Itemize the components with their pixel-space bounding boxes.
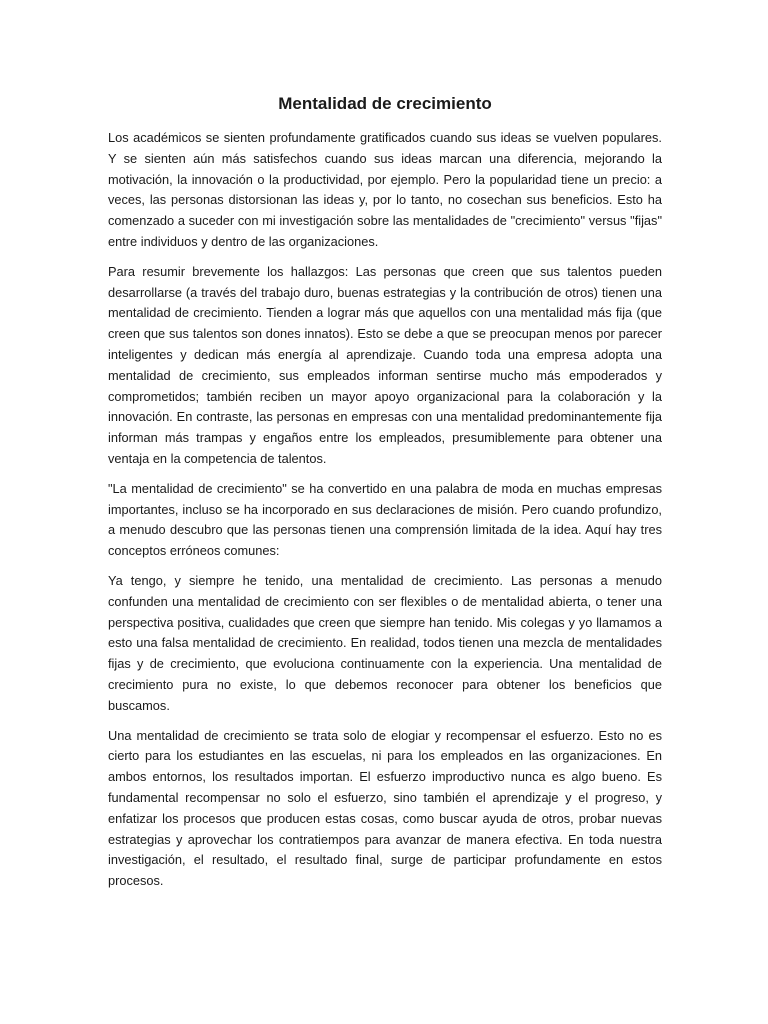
paragraph-2: Para resumir brevemente los hallazgos: Las personas que creen que sus talentos pueden desarrollarse (a través del trabajo duro, buenas estrategias y la contribución de otros) tienen una mentalidad de crecimiento. Tienden a lograr más que aquellos con una mentalidad más fija (que creen que sus talentos son dones innatos). Esto se debe a que se preocupan menos por parecer inteligentes y dedican más energía al aprendizaje. Cuando toda una empresa adopta una mentalidad de crecimiento, sus empleados informan sentirse mucho más empoderados y comprometidos; también reciben un mayor apoyo organizacional para la colaboración y la innovación. En contraste, las personas en empresas con una mentalidad predominantemente fija informan más trampas y engaños entre los empleados, presumiblemente para obtener una ventaja en la competencia de talentos. xyxy=(108,263,662,466)
paragraph-1: Los académicos se sienten profundamente gratificados cuando sus ideas se vuelven populares. Y se sienten aún más satisfechos cuando sus ideas marcan una diferencia, mejorando la motivación, la innovación o la productividad, por ejemplo. Pero la popularidad tiene un precio: a veces, las personas distorsionan las ideas y, por lo tanto, no cosechan sus beneficios. Esto ha comenzado a suceder con mi investigación sobre las mentalidades de "crecimiento" versus "fijas" entre individuos y dentro de las organizaciones. xyxy=(108,130,662,249)
document-title: Mentalidad de crecimiento xyxy=(278,94,492,113)
paragraph-5: Una mentalidad de crecimiento se trata solo de elogiar y recompensar el esfuerzo. Esto no es cierto para los estudiantes en las escuelas, ni para los empleados en las organizaciones. En ambos entornos, los resultados importan. El esfuerzo improductivo nunca es algo bueno. Es fundamental recompensar no solo el esfuerzo, sino también el aprendizaje y el progreso, y enfatizar los procesos que producen estas cosas, como buscar ayuda de otros, probar nuevas estrategias y aprovechar los contratiempos para avanzar de manera efectiva. En toda nuestra investigación, el resultado, el resultado final, surge de participar profundamente en estos procesos. xyxy=(108,727,662,889)
document-page xyxy=(108,92,662,901)
paragraph-3: "La mentalidad de crecimiento" se ha convertido en una palabra de moda en muchas empresas importantes, incluso se ha incorporado en sus declaraciones de misión. Pero cuando profundizo, a menudo descubro que las personas tienen una comprensión limitada de la idea. Aquí hay tres conceptos erróneos comunes: xyxy=(108,480,662,559)
paragraph-4: Ya tengo, y siempre he tenido, una mentalidad de crecimiento. Las personas a menudo confunden una mentalidad de crecimiento con ser flexibles o de mentalidad abierta, o tener una perspectiva positiva, cualidades que creen que siempre han tenido. Mis colegas y yo llamamos a esto una falsa mentalidad de crecimiento. En realidad, todos tienen una mezcla de mentalidades fijas y de crecimiento, que evoluciona continuamente con la experiencia. Una mentalidad de crecimiento pura no existe, lo que debemos reconocer para obtener los beneficios que buscamos. xyxy=(108,572,662,713)
